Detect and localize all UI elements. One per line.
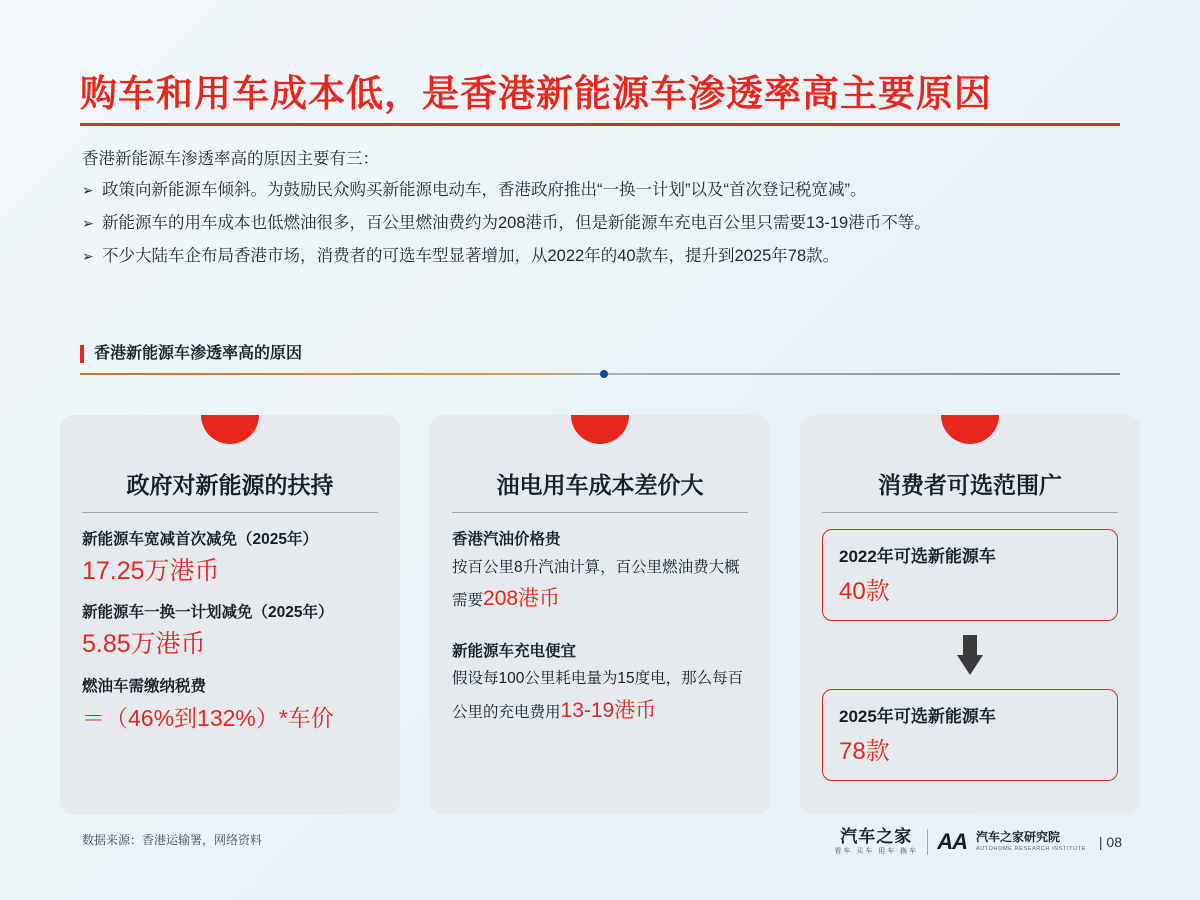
brand-logo [834,828,918,855]
item-head: 新能源车宽减首次减免（2025年） [82,531,318,548]
divider-dot-icon [600,370,608,378]
arrow-bullet-icon: ➢ [82,182,94,198]
card-consumer-choice [800,415,1140,815]
list-item [82,244,1132,269]
card-body [822,529,1118,781]
item-head: 香港汽油价格贵 [452,531,561,548]
brand-name: 汽车之家 [840,827,913,846]
brand-mark-icon: AA [937,828,967,854]
stat-box-2025 [822,689,1118,781]
stat-value: 40款 [839,578,890,605]
institute-name: 汽车之家研究院 [975,829,1060,844]
item-value: 17.25万港币 [82,556,220,585]
stat-label: 2025年可选新能源车 [839,707,996,726]
bullet-text-2: 新能源车的用车成本也低燃油很多，百公里燃油费约为208港币，但是新能源车充电百公里只需要13-19港币不等。 [102,213,931,232]
section-title: 香港新能源车渗透率高的原因 [80,345,302,363]
item-text [452,666,748,728]
bullet-text-3: 不少大陆车企布局香港市场，消费者的可选车型显著增加，从2022年的40款车，提升到2025年78款。 [102,246,840,265]
title-block [80,72,1120,126]
card-row [60,415,1140,815]
card-notch-icon [941,415,999,444]
page-number: | 08 [1098,833,1122,850]
title-underline [80,123,1120,126]
item-text-highlight: 208港币 [483,587,561,611]
item-text-pre: 假设每100公里耗电量为15度电，那么每百公里的充电费用 [452,670,744,721]
down-arrow-icon [957,635,983,675]
list-item [82,211,1132,236]
stat-box-2022 [822,529,1118,621]
arrow-bullet-icon: ➢ [82,214,94,231]
page-title: 购车和用车成本低，是香港新能源车渗透率高主要原因 [80,73,992,114]
item-text-highlight: 13-19港币 [560,698,657,722]
section-header [80,345,1120,375]
card-title: 油电用车成本差价大 [452,467,748,513]
item-head: 新能源车充电便宜 [452,642,577,660]
institute-name-en: AUTOHOME RESEARCH INSTITUTE [975,846,1086,853]
card-notch-icon [571,415,629,444]
card-body [82,529,378,734]
item-text [452,555,748,617]
stat-value: 78款 [839,738,890,765]
footer-brand [834,828,1122,855]
brand-institute [976,831,1086,852]
item-head: 燃油车需缴纳税费 [82,677,207,695]
arrow-bullet-icon: ➢ [82,247,94,264]
arrow-container [822,635,1118,675]
section-divider [80,373,1120,375]
item-head: 新能源车一换一计划减免（2025年） [82,604,334,622]
brand-divider [927,829,928,855]
card-title: 政府对新能源的扶持 [82,467,378,513]
item-text-pre: 按百公里8升汽油计算，百公里燃油费大概需要 [452,558,740,610]
card-cost-difference [430,415,770,815]
stat-label: 2022年可选新能源车 [839,547,996,566]
card-title: 消费者可选范围广 [822,467,1118,513]
card-notch-icon [201,415,259,444]
intro-section [82,145,1132,276]
list-item [82,178,1132,203]
intro-lead: 香港新能源车渗透率高的原因主要有三： [82,150,379,168]
brand-tagline: 看车 买车 用车 换车 [834,848,919,855]
source-note: 数据来源：香港运输署，网络资料 [82,833,263,847]
bullet-text-1: 政策向新能源车倾斜。为鼓励民众购买新能源电动车，香港政府推出“一换一计划”以及“首次登记税宽减”。 [102,181,867,199]
item-value: 5.85万港币 [82,630,206,659]
card-body [452,529,748,728]
card-government-support [60,415,400,815]
spacer [452,627,748,641]
item-formula: ＝（46%到132%）*车价 [82,704,334,731]
